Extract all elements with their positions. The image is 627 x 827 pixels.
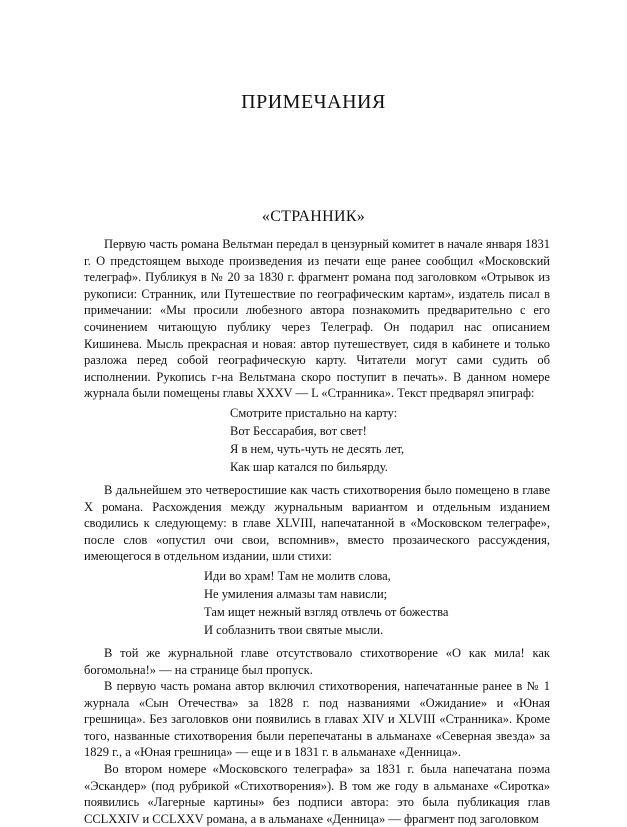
paragraph: Первую часть романа Вельтман передал в цензурный комитет в начале января 1831 г. О предстоящем выходе произведения из печати еще ранее сообщил «Московский телеграф». Публикуя в № 20 за 1830 г. фрагмент романа под заголовком «Отрывок из рукописи: Странник, или Путешествие по географическим картам», издатель писал в примечании: «Мы просили любезного автора познакомить предварительно с его сочинением читающую публику через Телеграф. Он подарил нас описанием Кишинева. Мысль прекрасная и новая: автор путешествует, сидя в кабинете и только разложа перед собой географическую карту. Читатели могут сами судить об исполнении. Рукопись г-на Вельтмана скоро поступит в печать». В данном номере журнала были помещены главы XXXV — L «Странника». Текст предварял эпиграф: xyxy=(84,237,550,401)
verse-line: Как шар катался по бильярду. xyxy=(230,459,388,474)
paragraph: В первую часть романа автор включил стихотворения, напечатанные ранее в № 1 журнала «Сын Отечества» за 1828 г. под названиями «Ожидание» и «Юная грешница». Без заголовков они появились в главах XIV и XLVIII «Странника». Кроме того, названные стихотворения были перепечатаны в альманахе «Северная звезда» за 1829 г., а «Юная грешница» — еще и в 1831 г. в альманахе «Денница». xyxy=(84,679,550,760)
epigraph-verse xyxy=(84,404,550,476)
page-title: ПРИМЕЧАНИЯ xyxy=(241,91,386,113)
verse-line: Иди во храм! Там не молитв слова, xyxy=(204,568,391,583)
paragraph: Во втором номере «Московского телеграфа» за 1831 г. была напечатана поэма «Эскандер» (под рубрикой «Стихотворения»). В том же году в альманахе «Сиротка» появились «Лагерные картины» без подписи автора: это была публикация глав CCLXXIV и CCLXXV романа, а в альманахе «Денница» — фрагмент под заголовком xyxy=(84,762,550,826)
inserted-verse xyxy=(84,567,550,639)
verse-line: Смотрите пристально на карту: xyxy=(230,405,398,420)
verse-line: Там ищет нежный взгляд отвлечь от божества xyxy=(204,604,449,619)
verse-line: Я в нем, чуть-чуть не десять лет, xyxy=(230,441,405,456)
paragraph: В той же журнальной главе отсутствовало стихотворение «О как мила! как богомольна!» — на странице был пропуск. xyxy=(84,645,550,677)
verse-line: Не умиления алмазы там нависли; xyxy=(204,586,388,601)
verse-line: И соблазнить твои святые мысли. xyxy=(204,622,384,637)
notes-body xyxy=(84,236,550,827)
verse-line: Вот Бессарабия, вот свет! xyxy=(230,423,367,438)
paragraph: В дальнейшем это четверостишие как часть стихотворения было помещено в главе X романа. Расхождения между журнальным вариантом и отдельным изданием сводились к следующему: в главе XLVIII, напечатанной в «Московском телеграфе», после слов «опустил очи свои, вспомнив», вместо прозаического рассуждения, имеющегося в отдельном издании, шли стихи: xyxy=(84,482,550,564)
section-title: «СТРАННИК» xyxy=(261,208,366,225)
